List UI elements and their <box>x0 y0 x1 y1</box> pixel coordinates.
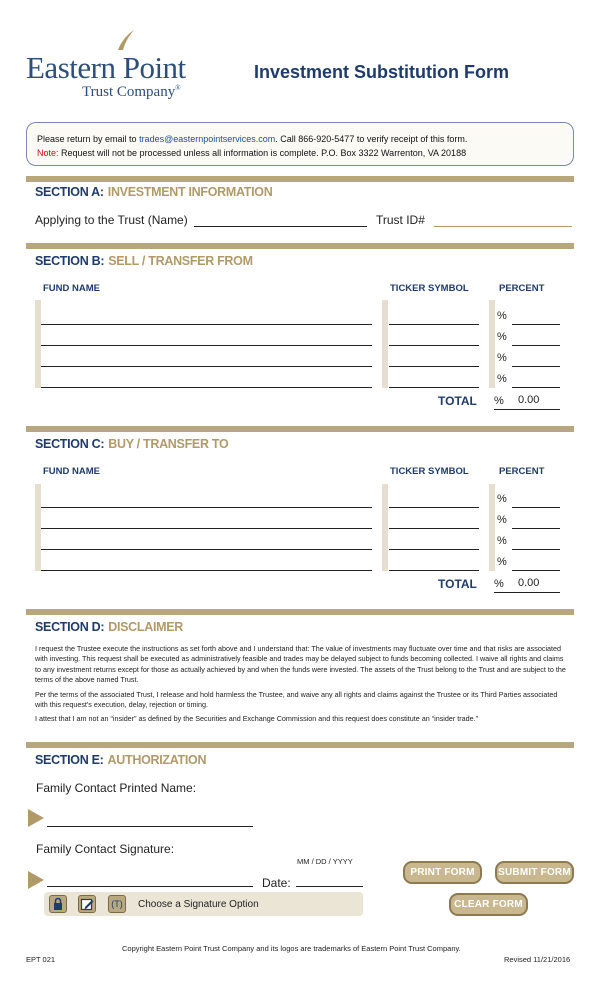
percent-column-strip <box>489 484 495 571</box>
percent-column-strip <box>489 300 495 388</box>
ticker-header: TICKER SYMBOL <box>390 466 469 477</box>
buy-total-value: 0.00 <box>518 577 540 589</box>
percent-sign: % <box>497 310 507 322</box>
percent-sign: % <box>497 373 507 385</box>
company-logo-subtitle <box>82 84 181 101</box>
revised-date: Revised 11/21/2016 <box>504 955 571 964</box>
buy-ticker-field-3[interactable] <box>389 549 479 550</box>
percent-sign: % <box>497 331 507 343</box>
section-name: SELL / TRANSFER FROM <box>108 254 253 268</box>
buy-percent-field-1[interactable] <box>512 507 560 508</box>
notice-line-1 <box>37 132 563 146</box>
print-form-button[interactable]: PRINT FORM <box>403 861 482 884</box>
logo-subtitle-text: Trust Company <box>82 84 176 100</box>
notice-box <box>26 122 574 166</box>
percent-sign: % <box>497 535 507 547</box>
percent-sign: % <box>497 493 507 505</box>
printed-name-label: Family Contact Printed Name: <box>36 781 197 795</box>
section-b-title <box>35 254 253 268</box>
sell-percent-field-4[interactable] <box>512 387 560 388</box>
buy-percent-field-2[interactable] <box>512 528 560 529</box>
sell-fund-field-3[interactable] <box>41 366 372 367</box>
sell-percent-field-3[interactable] <box>512 366 560 367</box>
percent-sign: % <box>494 578 504 590</box>
date-label: Date: <box>262 876 291 890</box>
submit-form-button[interactable]: SUBMIT FORM <box>495 861 574 884</box>
section-name: AUTHORIZATION <box>107 753 207 767</box>
signature-label: Family Contact Signature: <box>36 842 175 856</box>
sell-ticker-field-1[interactable] <box>389 324 479 325</box>
buy-ticker-field-2[interactable] <box>389 528 479 529</box>
trust-id-label: Trust ID# <box>376 213 425 227</box>
sell-percent-field-1[interactable] <box>512 324 560 325</box>
signature-field[interactable] <box>47 886 253 887</box>
sell-total-value: 0.00 <box>518 394 540 406</box>
registered-mark: ® <box>175 84 181 92</box>
arrow-marker-icon <box>28 809 44 827</box>
buy-total-underline <box>494 592 560 593</box>
copyright-text: Copyright Eastern Point Trust Company and its logos are trademarks of Eastern Point Trust Company. <box>122 944 461 953</box>
section-b-bar <box>26 243 574 249</box>
percent-sign: % <box>497 352 507 364</box>
section-d-title <box>35 620 183 634</box>
fund-column-strip <box>35 300 41 388</box>
company-logo: Eastern Point <box>26 50 186 85</box>
date-format-hint: MM / DD / YYYY <box>297 857 353 866</box>
buy-ticker-field-4[interactable] <box>389 570 479 571</box>
disclaimer-text <box>35 644 570 729</box>
trust-id-field[interactable] <box>434 226 572 227</box>
date-field[interactable] <box>296 886 363 887</box>
sell-fund-field-2[interactable] <box>41 345 372 346</box>
notice-text: . Call 866-920-5477 to verify receipt of this form. <box>275 134 468 144</box>
section-name: INVESTMENT INFORMATION <box>107 185 273 199</box>
ticker-column-strip <box>382 484 388 571</box>
notice-text: Request will not be processed unless all information is complete. P.O. Box 3322 Warrenton, VA 20188 <box>58 148 467 158</box>
buy-fund-field-2[interactable] <box>41 528 372 529</box>
sell-ticker-field-3[interactable] <box>389 366 479 367</box>
buy-percent-field-3[interactable] <box>512 549 560 550</box>
lock-icon[interactable] <box>49 895 67 913</box>
email-link[interactable]: trades@easternpointservices.com <box>139 134 276 144</box>
buy-percent-field-4[interactable] <box>512 570 560 571</box>
percent-sign: % <box>494 395 504 407</box>
buy-fund-field-3[interactable] <box>41 549 372 550</box>
section-name: DISCLAIMER <box>108 620 184 634</box>
draw-signature-icon[interactable] <box>78 895 96 913</box>
section-code: SECTION A: <box>35 185 104 199</box>
section-code: SECTION D: <box>35 620 105 634</box>
section-c-bar <box>26 426 574 432</box>
sell-fund-field-4[interactable] <box>41 387 372 388</box>
sell-fund-field-1[interactable] <box>41 324 372 325</box>
disclaimer-paragraph: Per the terms of the associated Trust, I release and hold harmless the Trustee, and waive any all rights and claims against the Trustee or its Third Parties associated with this request's execution, delay, rejection or timing. <box>35 689 558 710</box>
signature-option-label[interactable]: Choose a Signature Option <box>138 899 259 910</box>
fund-name-header: FUND NAME <box>43 466 100 477</box>
notice-text: Please return by email to <box>37 134 140 144</box>
section-c-title <box>35 437 228 451</box>
percent-sign: % <box>497 556 507 568</box>
sell-ticker-field-4[interactable] <box>389 387 479 388</box>
section-code: SECTION B: <box>35 254 105 268</box>
printed-name-field[interactable] <box>47 826 253 827</box>
ticker-header: TICKER SYMBOL <box>390 283 469 294</box>
section-d-bar <box>26 609 574 615</box>
percent-header: PERCENT <box>499 283 545 294</box>
arrow-marker-icon <box>28 871 44 889</box>
section-code: SECTION E: <box>35 753 104 767</box>
sell-total-underline <box>494 409 560 410</box>
type-signature-icon[interactable]: (T) <box>108 895 126 913</box>
form-title: Investment Substitution Form <box>254 62 510 82</box>
ticker-column-strip <box>382 300 388 388</box>
section-a-title <box>35 185 272 199</box>
buy-fund-field-4[interactable] <box>41 570 372 571</box>
applying-name-field[interactable] <box>194 226 367 227</box>
buy-ticker-field-1[interactable] <box>389 507 479 508</box>
note-label: Note: <box>37 148 59 158</box>
disclaimer-paragraph: I attest that I am not an “insider” as defined by the Securities and Exchange Commission and this request does constitute an “insider trade.” <box>35 714 479 724</box>
notice-line-2 <box>37 146 563 160</box>
sell-total-label: TOTAL <box>438 394 477 408</box>
section-name: BUY / TRANSFER TO <box>108 437 229 451</box>
fund-name-header: FUND NAME <box>43 283 100 294</box>
section-a-bar <box>26 176 574 182</box>
sell-percent-field-2[interactable] <box>512 345 560 346</box>
percent-sign: % <box>497 514 507 526</box>
buy-total-label: TOTAL <box>438 577 477 591</box>
section-e-bar <box>26 742 574 748</box>
form-code: EPT 021 <box>26 955 56 964</box>
section-e-title <box>35 753 206 767</box>
section-code: SECTION C: <box>35 437 105 451</box>
buy-fund-field-1[interactable] <box>41 507 372 508</box>
percent-header: PERCENT <box>499 466 545 477</box>
clear-form-button[interactable]: CLEAR FORM <box>449 893 528 916</box>
disclaimer-paragraph: I request the Trustee execute the instructions as set forth above and I understand that: The value of investments may fluctuate over time and that risks are associated with investing. This request shall be executed as administratively feasible and trades may be delayed subject to funds becoming collected. I waive all rights and claims to any investment returns except for those as actually achieved by and when the funds were invested. The assets of the Trust belong to the Trust and are subject to the terms of the above named Trust. <box>35 644 566 685</box>
sell-ticker-field-2[interactable] <box>389 345 479 346</box>
applying-label: Applying to the Trust (Name) <box>35 213 188 227</box>
